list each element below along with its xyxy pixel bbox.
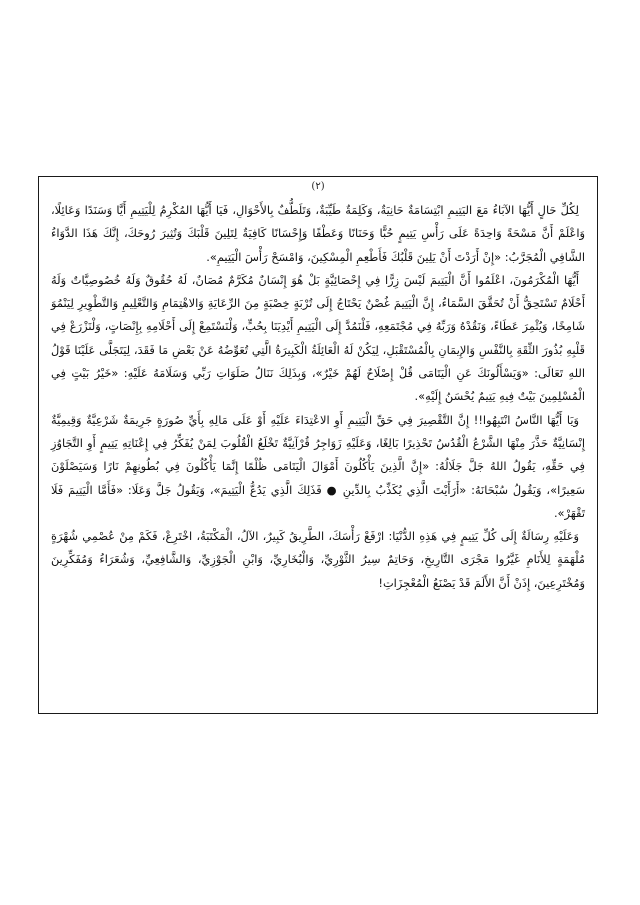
- page-number: (٢): [311, 181, 325, 192]
- paragraph-orphan-care-intro: لِكُلِّ حَالٍ أَيُّهَا الآبَاءُ مَعَ اليَتِيمِ ابْتِسَامَةٌ حَانِيَةٌ، وَكَلِمَةٌ طَيِّبَةٌ، وَتَلَطُّفٌ بِالأَحْوَالِ، فَيَا أَيُّهَا المُكْرِمُ لِلْيَتِيمِ أَيَّا وَسَنَدًا وَعَائِلًا، وَاعْلَمْ أَنَّ مَسْحَةً وَاحِدَةً عَلَى رَأْسِ يَتِيمٍ حُبًّا وَحَنَانًا وَعَطْفًا وَإِحْسَانًا كَافِيَةٌ لِتَلِينَ قَلْبَكَ وَتُثِيرَ رُوحَكَ، إِنَّكَ هَذَا الدَّوَاءُ الشَّافِي الْمُجَرَّبُ: «إِنْ أَرَدْتَ أَنْ يَلِينَ قَلْبُكَ فَأَطْعِمِ الْمِسْكِينَ، وَامْسَحْ رَأْسَ الْيَتِيمِ».: [51, 203, 585, 264]
- document-page-frame: [38, 176, 598, 714]
- paragraph-orphan-rights: أَيُّهَا الْمُكْرَمُونَ، اعْلَمُوا أَنَّ الْيَتِيمَ لَيْسَ زِرًّا فِي إِحْصَائِيَّةٍ بَلْ هُوَ إِنْسَانٌ مُكَرَّمٌ مُصَانٌ، لَهُ حُقُوقٌ وَلَهُ خُصُوصِيَّاتٌ وَلَهُ أَحْلَامٌ تَسْتَحِقُّ أَنْ تُحَقَّقَ السَّمَاءُ، إِنَّ الْيَتِيمَ غُصْنٌ يَحْتَاجُ إِلَى تُرْبَةٍ خِصْبَةٍ مِنَ الرِّعَايَةِ وَالاهْتِمَامِ وَالتَّعْلِيمِ وَالتَّطْوِيرِ لِيَنْمُوَ شَامِخًا، وَيُثْمِرَ عَطَاءً، وَنَقُدْهُ وَرَبِّهُ فِي مُجْتَمَعِهِ، فَلْنَمُدَّ إِلَى الْيَتِيمِ أَيْدِيَنَا بِحُبٍّ، وَلْنَسْتَمِعْ إِلَى أَحْلَامِهِ بِإِنْصَاتٍ، وَلْنَزْرَعْ فِي قَلْبِهِ بُذُورَ الثِّقَةِ بِالنَّفْسِ وَالإِيمَانِ بِالْمُسْتَقْبَلِ، لِيَكُنْ لَهُ الْعَائِلَةُ الْكَبِيرَةُ الَّتِي تُعَوِّضُهُ عَنْ بَعْضِ مَا فَقَدَ، لِيَتَجَلَّى عَلَيْنَا قَوْلُ اللهِ تَعَالَى: «وَيَسْأَلُونَكَ عَنِ الْيَتَامَى قُلْ إِصْلَاحٌ لَهُمْ خَيْرٌ»، وَبِذَلِكَ نَنَالُ صَلَوَاتِ رَبِّي وَسَلَامَهُ عَلَيْهِ: «خَيْرُ بَيْتٍ فِي الْمُسْلِمِينَ بَيْتٌ فِيهِ يَتِيمٌ يُحْسَنُ إِلَيْهِ».: [51, 272, 585, 404]
- paragraph-message-to-orphans: وَعَلَيْهِ رِسَالَةٌ إِلَى كُلِّ يَتِيمٍ فِي هَذِهِ الدُّنْيَا: ارْفَعْ رَأْسَكَ، الطَّرِيقُ كَبِيرٌ، الآلُ، الْمَكْتَبَةُ، اخْتَرِعْ، فَكَمْ مِنْ عُصْمِي شُهْرَةٍ مُلْهَمَةٍ لِلأَنَامِ غَيَّرُوا مَجْرَى التَّارِيخِ، وَحَاتِمٌ سِيرُ الثَّوْرِيِّ، وَالْبُخَارِيِّ، وَابْنِ الْجَوْزِيِّ، وَالشَّافِعِيِّ، وَشُعَرَاءُ وَمُفَكِّرِينَ وَمُخْتَرِعِينَ، إِذَنْ أَنَّ الأَلَمَ قَدْ يَصْنَعُ الْمُعْجِزَاتِ!: [51, 529, 585, 590]
- paragraph-warning: وَيَا أَيُّهَا النَّاسُ انْتَبِهُوا!! إِنَّ التَّقْصِيرَ فِي حَقِّ الْيَتِيمِ أَوِ الاعْتِدَاءَ عَلَيْهِ أَوْ عَلَى مَالِهِ بِأَيِّ صُورَةٍ جَرِيمَةٌ شَرْعِيَّةٌ وَقِيمِيَّةٌ إِنْسَانِيَّةٌ حَذَّرَ مِنْهَا الشَّرْعُ الْقُدُسُ تَحْذِيرًا بَالِغًا، وَعَلَيْهِ زَوَاجِرُ قُرْآنِيَّةٌ تَخْلَعُ الْقُلُوبَ لِمَنْ يُفَكِّرُ فِي إِعْنَاتِهِ يَتِيمٍ أَوِ التَّجَاوُزِ فِي حَقِّهِ، يَقُولُ اللهُ جَلَّ جَلَالُهُ: «إِنَّ الَّذِينَ يَأْكُلُونَ أَمْوَالَ الْيَتَامَى ظُلْمًا إِنَّمَا يَأْكُلُونَ فِي بُطُونِهِمْ نَارًا وَسَيَصْلَوْنَ سَعِيرًا»، وَيَقُولُ سُبْحَانَهُ: «أَرَأَيْتَ الَّذِي يُكَذِّبُ بِالدِّينِ ● فَذَلِكَ الَّذِي يَدُعُّ الْيَتِيمَ»، وَيَقُولُ جَلَّ وَعَلَا: «فَأَمَّا الْيَتِيمَ فَلَا تَقْهَرْ».: [51, 412, 585, 520]
- arabic-text-body: [51, 199, 585, 703]
